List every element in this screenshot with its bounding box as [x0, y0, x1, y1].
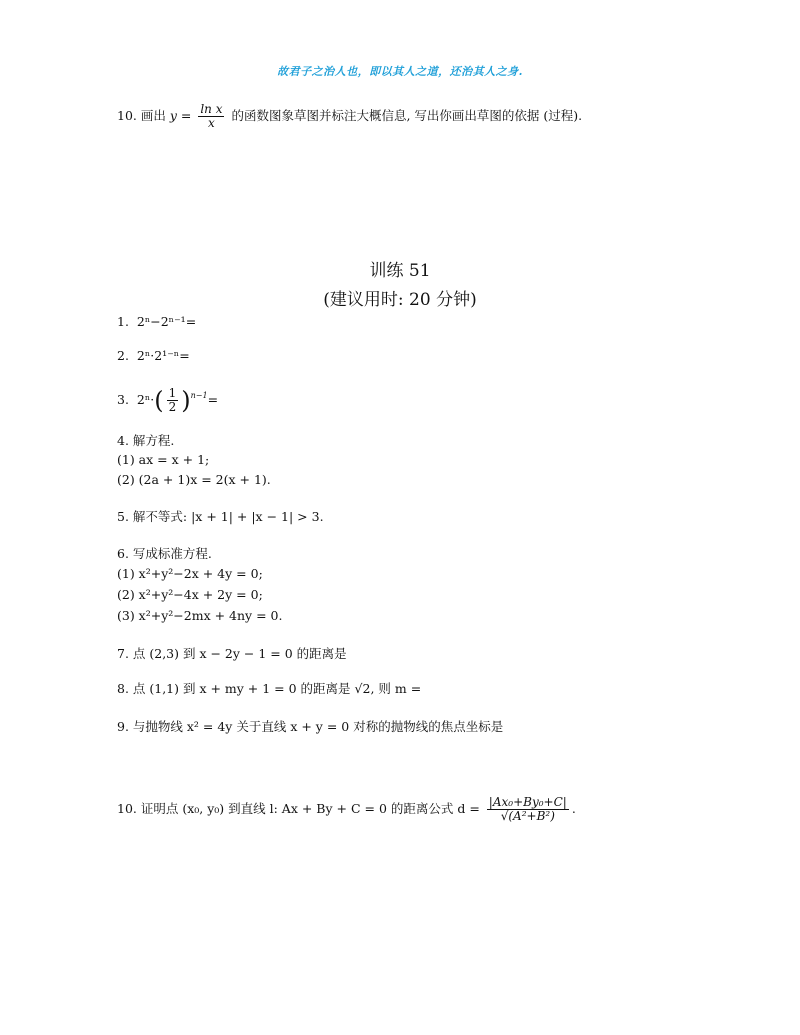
q2-label: 2.: [117, 348, 129, 363]
question-6-part-2: (2) x²+y²−4x + 2y = 0;: [117, 587, 263, 602]
q3-exponent: n−1: [190, 391, 208, 400]
q8-prefix: 8. 点 (1,1) 到 x + my + 1 = 0 的距离是: [117, 681, 355, 696]
q10-prev-suffix: 的函数图象草图并标注大概信息, 写出你画出草图的依据 (过程).: [231, 108, 583, 123]
question-6-part-1: (1) x²+y²−2x + 4y = 0;: [117, 566, 263, 581]
question-9: 9. 与抛物线 x² = 4y 关于直线 x + y = 0 对称的抛物线的焦点坐标是: [117, 719, 504, 734]
q1-label: 1.: [117, 314, 129, 329]
question-5: 5. 解不等式: |x + 1| + |x − 1| > 3.: [117, 509, 324, 524]
question-6-part-3: (3) x²+y²−2mx + 4ny = 0.: [117, 608, 283, 623]
q10-prev-y: y: [169, 108, 177, 123]
question-8: [117, 680, 421, 698]
q3-numerator: 1: [168, 386, 177, 400]
question-10: [117, 796, 576, 823]
q3-base: 2ⁿ·: [136, 392, 155, 407]
q3-fraction: [167, 387, 179, 414]
q10-fraction: [487, 796, 569, 823]
q10-numerator: |Ax₀+By₀+C|: [488, 795, 567, 809]
q3-denominator: 2: [168, 400, 177, 414]
question-10-prev: [117, 103, 582, 130]
q10-denominator: √(A²+B²): [500, 809, 555, 823]
q8-root: √2: [354, 681, 371, 696]
q10-prev-eq: =: [176, 108, 196, 123]
q3-label: 3.: [117, 392, 129, 407]
q10-prev-numerator: ln x: [200, 102, 223, 116]
question-3: 3. 2ⁿ·( $\frac{1}{2}$ )$^{n-1}$=: [117, 386, 219, 415]
q2-expression: 2ⁿ·2¹⁻ⁿ=: [136, 348, 190, 363]
q10-prev-denominator: x: [208, 116, 215, 130]
question-4-part-2: (2) (2a + 1)x = 2(x + 1).: [117, 472, 271, 487]
page-title: 训练 51: [369, 261, 431, 281]
q1-expression: 2ⁿ−2ⁿ⁻¹=: [136, 314, 197, 329]
question-7: 7. 点 (2,3) 到 x − 2y − 1 = 0 的距离是: [117, 646, 347, 661]
question-4-label: 4. 解方程.: [117, 433, 175, 448]
header-motto: 故君子之治人也，即以其人之道，还治其人之身.: [277, 65, 523, 78]
question-4-part-1: (1) ax = x + 1;: [117, 452, 210, 467]
question-6-label: 6. 写成标准方程.: [117, 546, 212, 561]
page-subtitle: (建议用时: 20 分钟): [323, 290, 477, 310]
q3-equals: =: [207, 392, 219, 407]
q10-prev-prefix: 10. 画出: [117, 108, 166, 123]
question-2: [117, 347, 190, 365]
question-1: [117, 313, 196, 331]
q8-suffix: , 则 m =: [370, 681, 422, 696]
q10-suffix: .: [571, 801, 576, 816]
q10-prev-fraction: [198, 103, 224, 130]
q10-prefix: 10. 证明点 (x₀, y₀) 到直线 l: Ax + By + C = 0 的距离公式 d =: [117, 801, 480, 816]
